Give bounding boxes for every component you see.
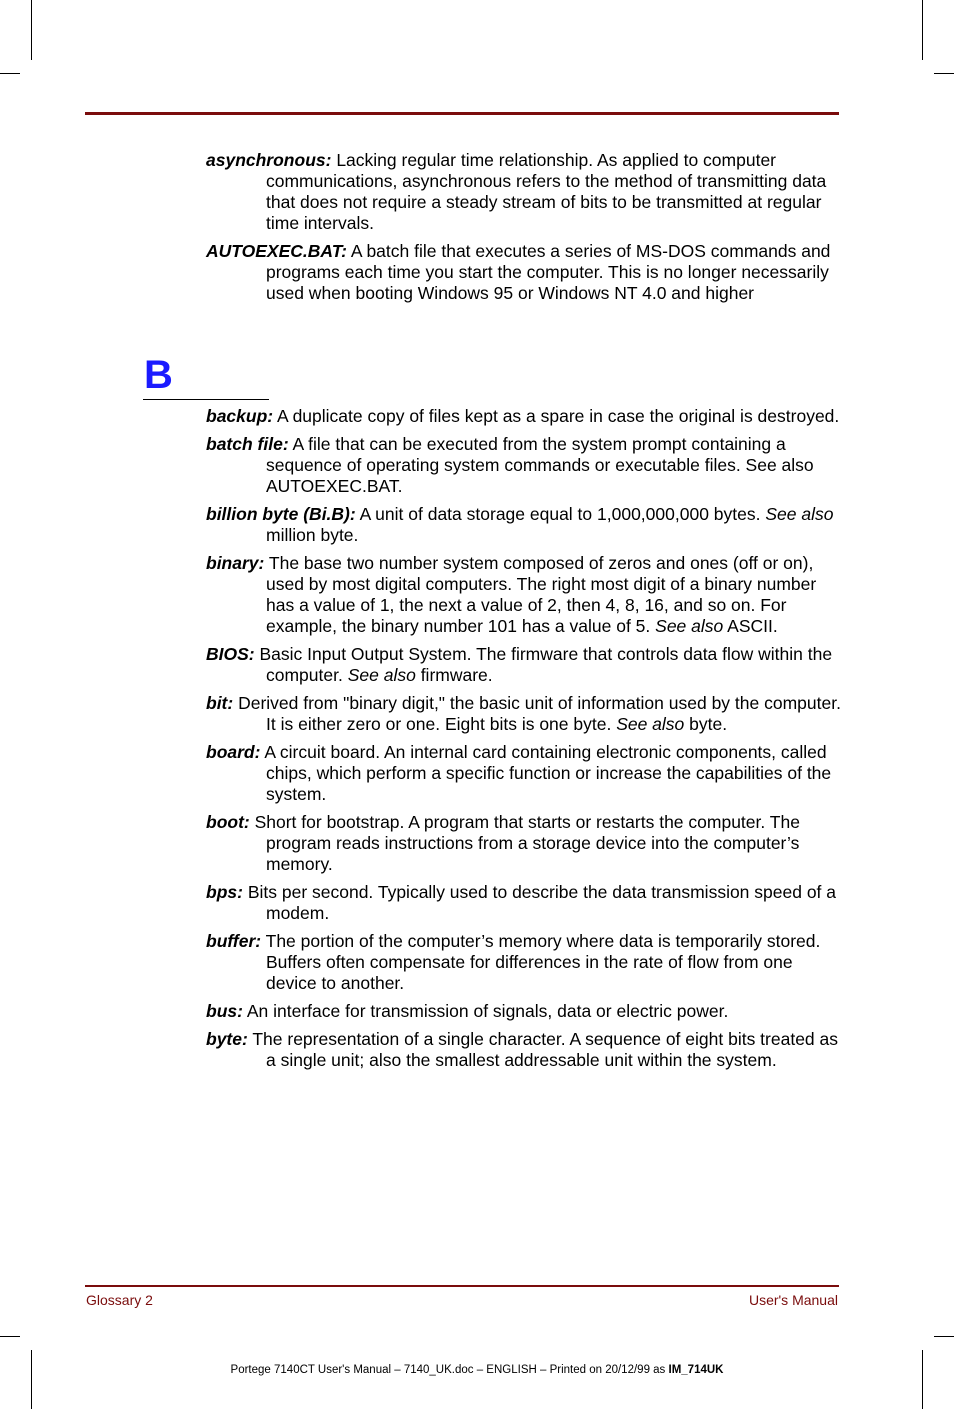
glossary-entry — [206, 1001, 846, 1022]
glossary-term: byte: — [206, 1029, 248, 1049]
crop-mark — [922, 1350, 923, 1409]
section-underline — [143, 399, 269, 400]
glossary-term: backup: — [206, 406, 274, 426]
see-also-target: ASCII. — [723, 616, 778, 636]
glossary-term: buffer: — [206, 931, 262, 951]
glossary-entry — [206, 1029, 846, 1071]
see-also-label: See also — [347, 665, 416, 685]
glossary-entry — [206, 434, 846, 497]
glossary-entry — [206, 644, 846, 686]
glossary-term: bps: — [206, 882, 243, 902]
see-also-target: firmware. — [415, 665, 493, 685]
glossary-definition: A batch file that executes a series of MS-DOS commands and programs each time you start the computer. This is no longer necessarily used when booting Windows 95 or Windows NT 4.0 and higher — [266, 241, 831, 303]
glossary-definition: An interface for transmission of signals, data or electric power. — [242, 1001, 729, 1021]
glossary-definition: Bits per second. Typically used to describe the data transmission speed of a modem. — [242, 882, 837, 923]
glossary-term: batch file: — [206, 434, 289, 454]
crop-mark — [922, 0, 923, 60]
see-also-target: byte. — [684, 714, 728, 734]
glossary-definition: A file that can be executed from the system prompt containing a sequence of operating system commands or executable files. See also AUTOEXEC.BAT. — [266, 434, 814, 496]
glossary-definition: Basic Input Output System. The firmware that controls data flow within the computer. — [254, 644, 833, 685]
glossary-definition: A unit of data storage equal to 1,000,000,000 bytes. — [355, 504, 766, 524]
glossary-definition: Lacking regular time relationship. As applied to computer communications, asynchronous refers to the method of transmitting data that does not require a steady stream of bits to be transmitted at regular time intervals. — [266, 150, 827, 233]
crop-mark — [31, 0, 32, 60]
glossary-term: asynchronous: — [206, 150, 332, 170]
glossary-definition: A circuit board. An internal card containing electronic components, called chips, which perform a specific function or increase the capabilities of the system. — [260, 742, 832, 804]
glossary-entry — [206, 693, 846, 735]
glossary-entry — [206, 406, 846, 427]
footer-rule — [85, 1285, 839, 1287]
footer-left: Glossary 2 — [86, 1292, 153, 1308]
glossary-definition: Short for bootstrap. A program that starts or restarts the computer. The program reads instructions from a storage device into the computer’s memory. — [249, 812, 800, 874]
crop-mark — [0, 1336, 20, 1337]
glossary-term: billion byte (Bi.B): — [206, 504, 356, 524]
glossary-term: bit: — [206, 693, 234, 713]
crop-mark — [934, 73, 954, 74]
print-info-line — [0, 1364, 954, 1376]
see-also-target: million byte. — [266, 525, 359, 545]
glossary-section-b — [206, 406, 846, 1078]
glossary-term: binary: — [206, 553, 265, 573]
see-also-label: See also — [765, 504, 834, 524]
glossary-definition: Derived from "binary digit," the basic unit of information used by the computer. It is either zero or one. Eight bits is one byte. — [233, 693, 841, 734]
glossary-section-a — [206, 150, 846, 311]
crop-mark — [934, 1336, 954, 1337]
glossary-definition: The representation of a single character. A sequence of eight bits treated as a single unit; also the smallest addressable unit within the system. — [247, 1029, 839, 1070]
see-also-label: See also — [655, 616, 724, 636]
glossary-term: bus: — [206, 1001, 243, 1021]
print-info-text: Portege 7140CT User's Manual – 7140_UK.doc – ENGLISH – Printed on 20/12/99 as — [230, 1364, 669, 1376]
see-also-label: See also — [616, 714, 685, 734]
section-heading-b: B — [144, 353, 173, 397]
glossary-entry — [206, 504, 846, 546]
footer-right: User's Manual — [748, 1292, 838, 1308]
glossary-term: board: — [206, 742, 261, 762]
crop-mark — [0, 73, 20, 74]
glossary-entry — [206, 553, 846, 637]
glossary-entry — [206, 931, 846, 994]
glossary-definition: The portion of the computer’s memory where data is temporarily stored. Buffers often compensate for differences in the rate of flow from one device to another. — [261, 931, 821, 993]
glossary-entry — [206, 150, 846, 234]
glossary-entry — [206, 241, 846, 304]
glossary-definition: The base two number system composed of zeros and ones (off or on), used by most digital computers. The right most digit of a binary number has a value of 1, the next a value of 2, then 4, 8, 16, and so on. For example, the binary number 101 has a value of 5. — [264, 553, 817, 636]
header-rule — [85, 112, 839, 115]
glossary-entry — [206, 882, 846, 924]
print-info-code: IM_714UK — [668, 1364, 724, 1376]
glossary-term: boot: — [206, 812, 250, 832]
glossary-entry — [206, 812, 846, 875]
crop-mark — [31, 1350, 32, 1409]
glossary-definition: A duplicate copy of files kept as a spare in case the original is destroyed. — [273, 406, 840, 426]
glossary-term: BIOS: — [206, 644, 255, 664]
glossary-entry — [206, 742, 846, 805]
glossary-term: AUTOEXEC.BAT: — [206, 241, 347, 261]
